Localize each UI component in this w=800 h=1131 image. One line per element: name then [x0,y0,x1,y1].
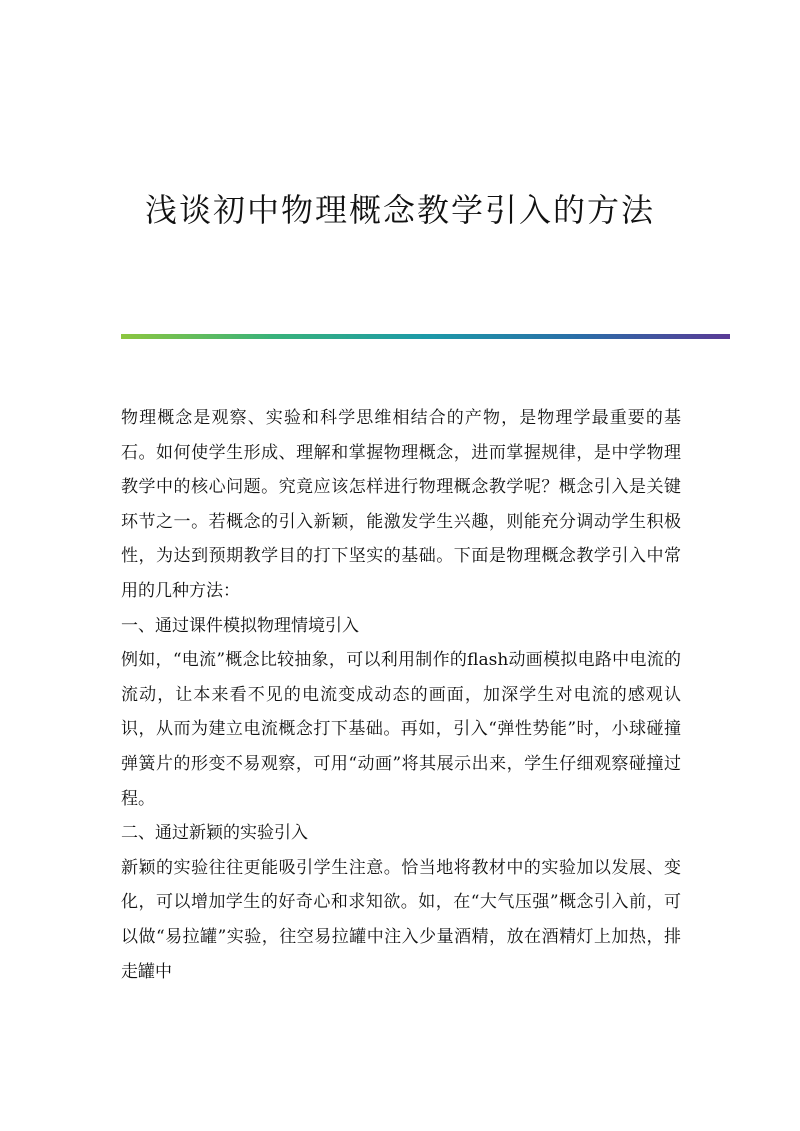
title-divider [121,334,730,339]
section-heading-1: 一、通过课件模拟物理情境引入 [121,615,359,636]
document-title: 浅谈初中物理概念教学引入的方法 [144,191,655,229]
document-body [121,401,681,989]
section-heading-2: 二、通过新颖的实验引入 [121,823,308,844]
section-1-paragraph: 例如，“电流”概念比较抽象，可以利用制作的flash动画模拟电路中电流的流动，让本来看不见的电流变成动态的画面，加深学生对电流的感观认识，从而为建立电流概念打下基础。再如，引入“弹性势能”时，小球碰撞弹簧片的形变不易观察，可用“动画”将其展示出来，学生仔细观察碰撞过程。 [121,650,681,809]
intro-paragraph: 物理概念是观察、实验和科学思维相结合的产物，是物理学最重要的基石。如何使学生形成、理解和掌握物理概念，进而掌握规律，是中学物理教学中的核心问题。究竟应该怎样进行物理概念教学呢？概念引入是关键环节之一。若概念的引入新颖，能激发学生兴趣，则能充分调动学生积极性，为达到预期教学目的打下坚实的基础。下面是物理概念教学引入中常用的几种方法： [121,408,681,601]
section-2-paragraph: 新颖的实验往往更能吸引学生注意。恰当地将教材中的实验加以发展、变化，可以增加学生的好奇心和求知欲。如，在“大气压强”概念引入前，可以做“易拉罐”实验，往空易拉罐中注入少量酒精，放在酒精灯上加热，排走罐中 [121,857,681,982]
